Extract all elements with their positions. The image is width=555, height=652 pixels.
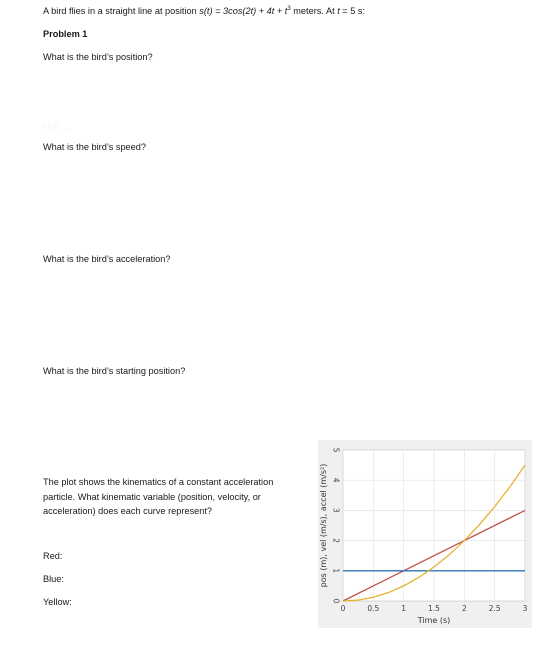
position-formula: s(t) = 3cos(2t) + 4t + t [199,6,288,16]
label-yellow: Yellow: [43,597,72,607]
y-tick-label: 3 [331,508,341,513]
x-tick-label: 1.5 [428,604,440,613]
x-tick-label: 2 [461,604,467,613]
kinematics-chart-svg [318,440,532,628]
plot-prompt: The plot shows the kinematics of a constant acceleration particle. What kinematic variable (position, velocity, or acceleration) does each curve represent? [43,477,274,516]
intro-prefix: A bird flies in a straight line at position [43,6,200,16]
question-acceleration: What is the bird’s acceleration? [43,254,171,264]
question-starting-position: What is the bird’s starting position? [43,366,186,376]
intro-mid: meters. At [290,6,338,16]
x-tick-label: 0 [340,604,346,613]
x-tick-label: 3 [522,604,528,613]
x-axis-label: Time (s) [417,616,451,625]
y-tick-label: 2 [331,538,341,543]
x-tick-label: 2.5 [488,604,501,613]
time-variable: t [337,6,340,16]
label-red: Red: [43,551,63,561]
question-position: What is the bird’s position? [43,52,153,62]
kinematics-chart [318,440,532,628]
ghost-answer: Hint: ... [43,121,73,131]
problem-intro [43,5,365,17]
y-tick-label: 1 [331,568,341,574]
y-axis-label: pos (m), vel (m/s), accel (m/s²) [319,463,328,588]
label-blue: Blue: [43,574,64,584]
y-tick-label: 4 [331,477,341,483]
problem-heading: Problem 1 [43,29,88,39]
x-tick-label: 1 [401,604,407,613]
intro-suffix: = 5 s: [339,6,366,16]
y-tick-label: 0 [331,598,341,604]
question-speed: What is the bird’s speed? [43,142,146,152]
formula-exponent: 3 [287,5,291,12]
x-tick-label: 0.5 [367,604,380,613]
y-tick-label: 5 [331,447,341,453]
